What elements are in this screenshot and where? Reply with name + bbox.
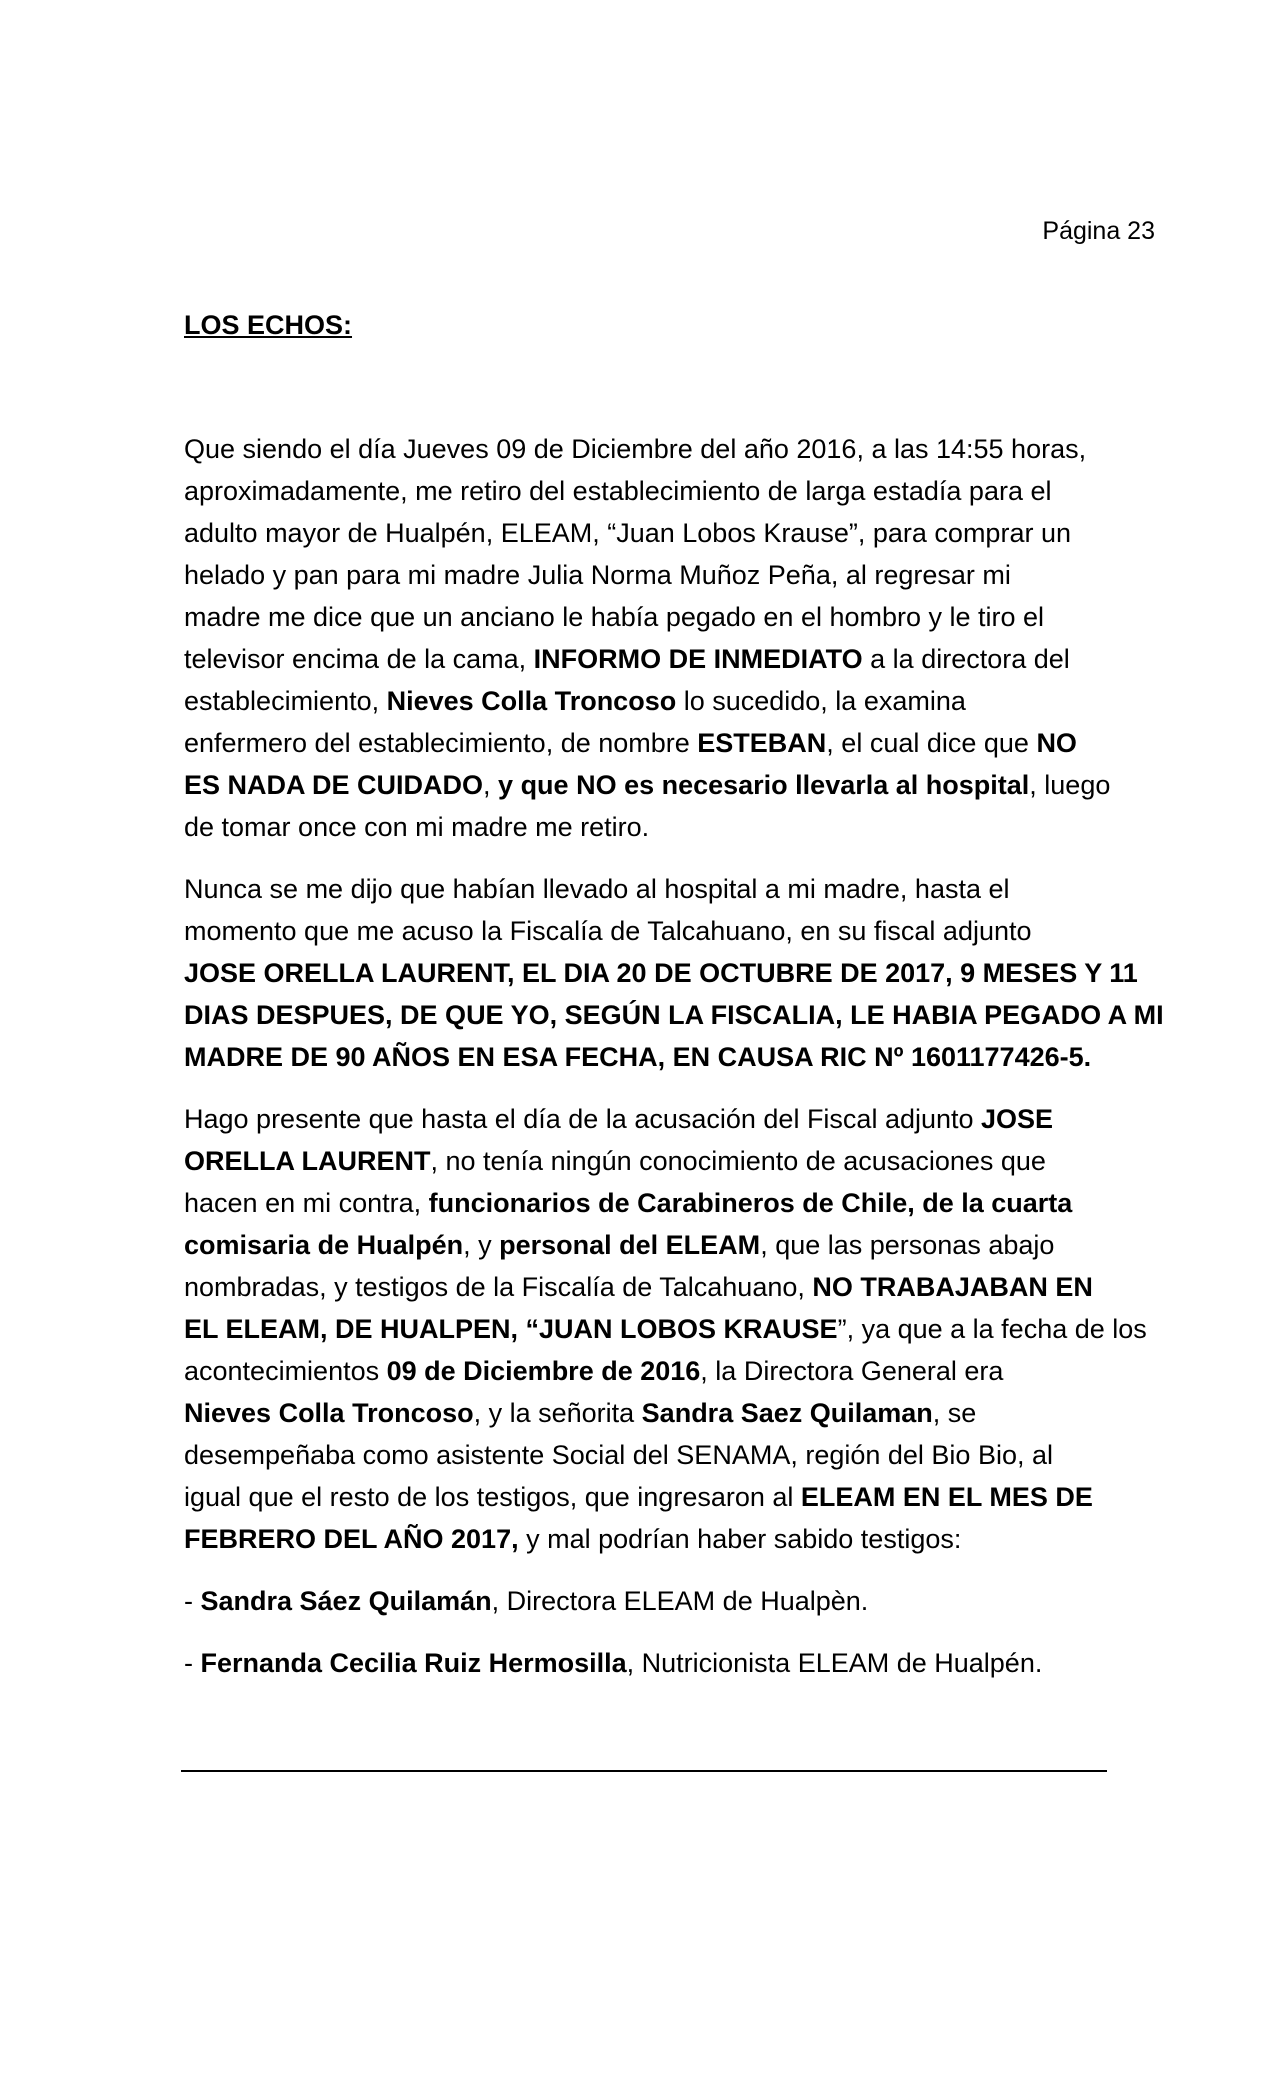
text-run: , la Directora General era [700, 1356, 1004, 1386]
text-run: , no tenía ningún conocimiento de acusaciones que [430, 1146, 1046, 1176]
text-line [184, 1392, 1104, 1434]
section-heading: LOS ECHOS: [184, 310, 353, 340]
text-line [184, 1476, 1104, 1518]
bold-text: Fernanda Cecilia Ruiz Hermosilla [200, 1648, 627, 1678]
bold-text: JOSE [981, 1104, 1054, 1134]
bold-text: ELEAM EN EL MES DE [800, 1482, 1093, 1512]
text-run: momento que me acuso la Fiscalía de Talcahuano, en su fiscal adjunto [184, 916, 1032, 946]
text-line [184, 722, 1104, 764]
bold-text: Nieves Colla Troncoso [386, 686, 677, 716]
text-line [184, 470, 1104, 512]
text-run: lo sucedido, la examina [676, 686, 966, 716]
page-number: Página 23 [1042, 217, 1155, 245]
text-run: , se [932, 1398, 977, 1428]
text-line [184, 1036, 1104, 1078]
paragraph [184, 868, 1164, 1078]
bold-text: ORELLA LAURENT [184, 1146, 431, 1176]
text-run: igual que el resto de los testigos, que ingresaron al [184, 1482, 801, 1512]
text-line [184, 952, 1138, 994]
text-run: , Directora ELEAM de Hualpèn. [491, 1586, 869, 1616]
text-line [184, 428, 1104, 470]
text-run: madre me dice que un anciano le había pegado en el hombro y le tiro el [184, 602, 1045, 632]
text-run: adulto mayor de Hualpén, ELEAM, “Juan Lobos Krause”, para comprar un [184, 518, 1071, 548]
text-line [184, 994, 1164, 1036]
text-run: , luego [1029, 770, 1111, 800]
bold-text: funcionarios de Carabineros de Chile, de la cuarta [428, 1188, 1073, 1218]
text-run: hacen en mi contra, [184, 1188, 429, 1218]
bold-text: NO [1036, 728, 1077, 758]
footer-divider [181, 1770, 1107, 1772]
text-run: desempeñaba como asistente Social del SENAMA, región del Bio Bio, al [184, 1440, 1053, 1470]
bold-text: FEBRERO DEL AÑO 2017, [184, 1524, 519, 1554]
text-line [184, 554, 1104, 596]
text-line [184, 638, 1104, 680]
text-run: - [184, 1648, 201, 1678]
text-line [184, 1182, 1104, 1224]
text-line [184, 1434, 1104, 1476]
text-line [184, 868, 1104, 910]
bold-text: MADRE DE 90 AÑOS EN ESA FECHA, EN CAUSA RIC Nº 1601177426-5. [184, 1042, 1092, 1072]
bold-text: EL ELEAM, DE HUALPEN, “JUAN LOBOS KRAUSE [184, 1314, 838, 1344]
text-run: , que las personas abajo [760, 1230, 1055, 1260]
text-line [184, 512, 1104, 554]
bold-text: DIAS DESPUES, DE QUE YO, SEGÚN LA FISCALIA, LE HABIA PEGADO A MI [184, 1000, 1164, 1030]
text-line [184, 680, 1104, 722]
text-run: Hago presente que hasta el día de la acusación del Fiscal adjunto [184, 1104, 982, 1134]
text-run: helado y pan para mi madre Julia Norma Muñoz Peña, al regresar mi [184, 560, 1011, 590]
text-line [184, 1140, 1104, 1182]
text-run: Que siendo el día Jueves 09 de Diciembre del año 2016, a las 14:55 horas, [184, 434, 1087, 464]
text-line [184, 1580, 1104, 1622]
paragraph [184, 428, 1111, 848]
text-line [184, 1098, 1104, 1140]
text-line [184, 1350, 1104, 1392]
text-line [184, 1266, 1104, 1308]
text-line [184, 1642, 1104, 1684]
text-run: , y [463, 1230, 500, 1260]
text-line [184, 910, 1104, 952]
document-body [184, 428, 1164, 1704]
text-line [184, 596, 1104, 638]
text-run: , y la señorita [473, 1398, 642, 1428]
bold-text: 09 de Diciembre de 2016 [386, 1356, 701, 1386]
text-run: establecimiento, [184, 686, 387, 716]
bold-text: comisaria de Hualpén [184, 1230, 464, 1260]
paragraph [184, 1580, 1104, 1622]
text-run: , Nutricionista ELEAM de Hualpén. [626, 1648, 1043, 1678]
text-line [184, 1308, 1147, 1350]
text-run: y mal podrían haber sabido testigos: [518, 1524, 962, 1554]
text-run: , el cual dice que [826, 728, 1037, 758]
text-run: de tomar once con mi madre me retiro. [184, 812, 650, 842]
text-run: enfermero del establecimiento, de nombre [184, 728, 698, 758]
bold-text: personal del ELEAM [499, 1230, 761, 1260]
text-run: Nunca se me dijo que habían llevado al hospital a mi madre, hasta el [184, 874, 1010, 904]
paragraph [184, 1642, 1104, 1684]
text-run: , [483, 770, 499, 800]
text-line [184, 764, 1111, 806]
bold-text: ESTEBAN [697, 728, 827, 758]
text-run: televisor encima de la cama, [184, 644, 534, 674]
text-line [184, 1224, 1104, 1266]
text-run: aproximadamente, me retiro del establecimiento de larga estadía para el [184, 476, 1052, 506]
paragraph [184, 1098, 1147, 1560]
text-run: ”, ya que a la fecha de los [837, 1314, 1147, 1344]
bold-text: ES NADA DE CUIDADO [184, 770, 484, 800]
bold-text: Sandra Saez Quilaman [641, 1398, 933, 1428]
bold-text: NO TRABAJABAN EN [812, 1272, 1093, 1302]
text-run: a la directora del [862, 644, 1070, 674]
bold-text: JOSE ORELLA LAURENT, EL DIA 20 DE OCTUBRE DE 2017, 9 MESES Y 11 [184, 958, 1138, 988]
bold-text: y que NO es necesario llevarla al hospital [498, 770, 1030, 800]
bold-text: INFORMO DE INMEDIATO [533, 644, 863, 674]
text-line [184, 1518, 1104, 1560]
text-line [184, 806, 1104, 848]
bold-text: Nieves Colla Troncoso [184, 1398, 474, 1428]
bold-text: Sandra Sáez Quilamán [200, 1586, 492, 1616]
text-run: - [184, 1586, 201, 1616]
text-run: nombradas, y testigos de la Fiscalía de Talcahuano, [184, 1272, 813, 1302]
text-run: acontecimientos [184, 1356, 387, 1386]
